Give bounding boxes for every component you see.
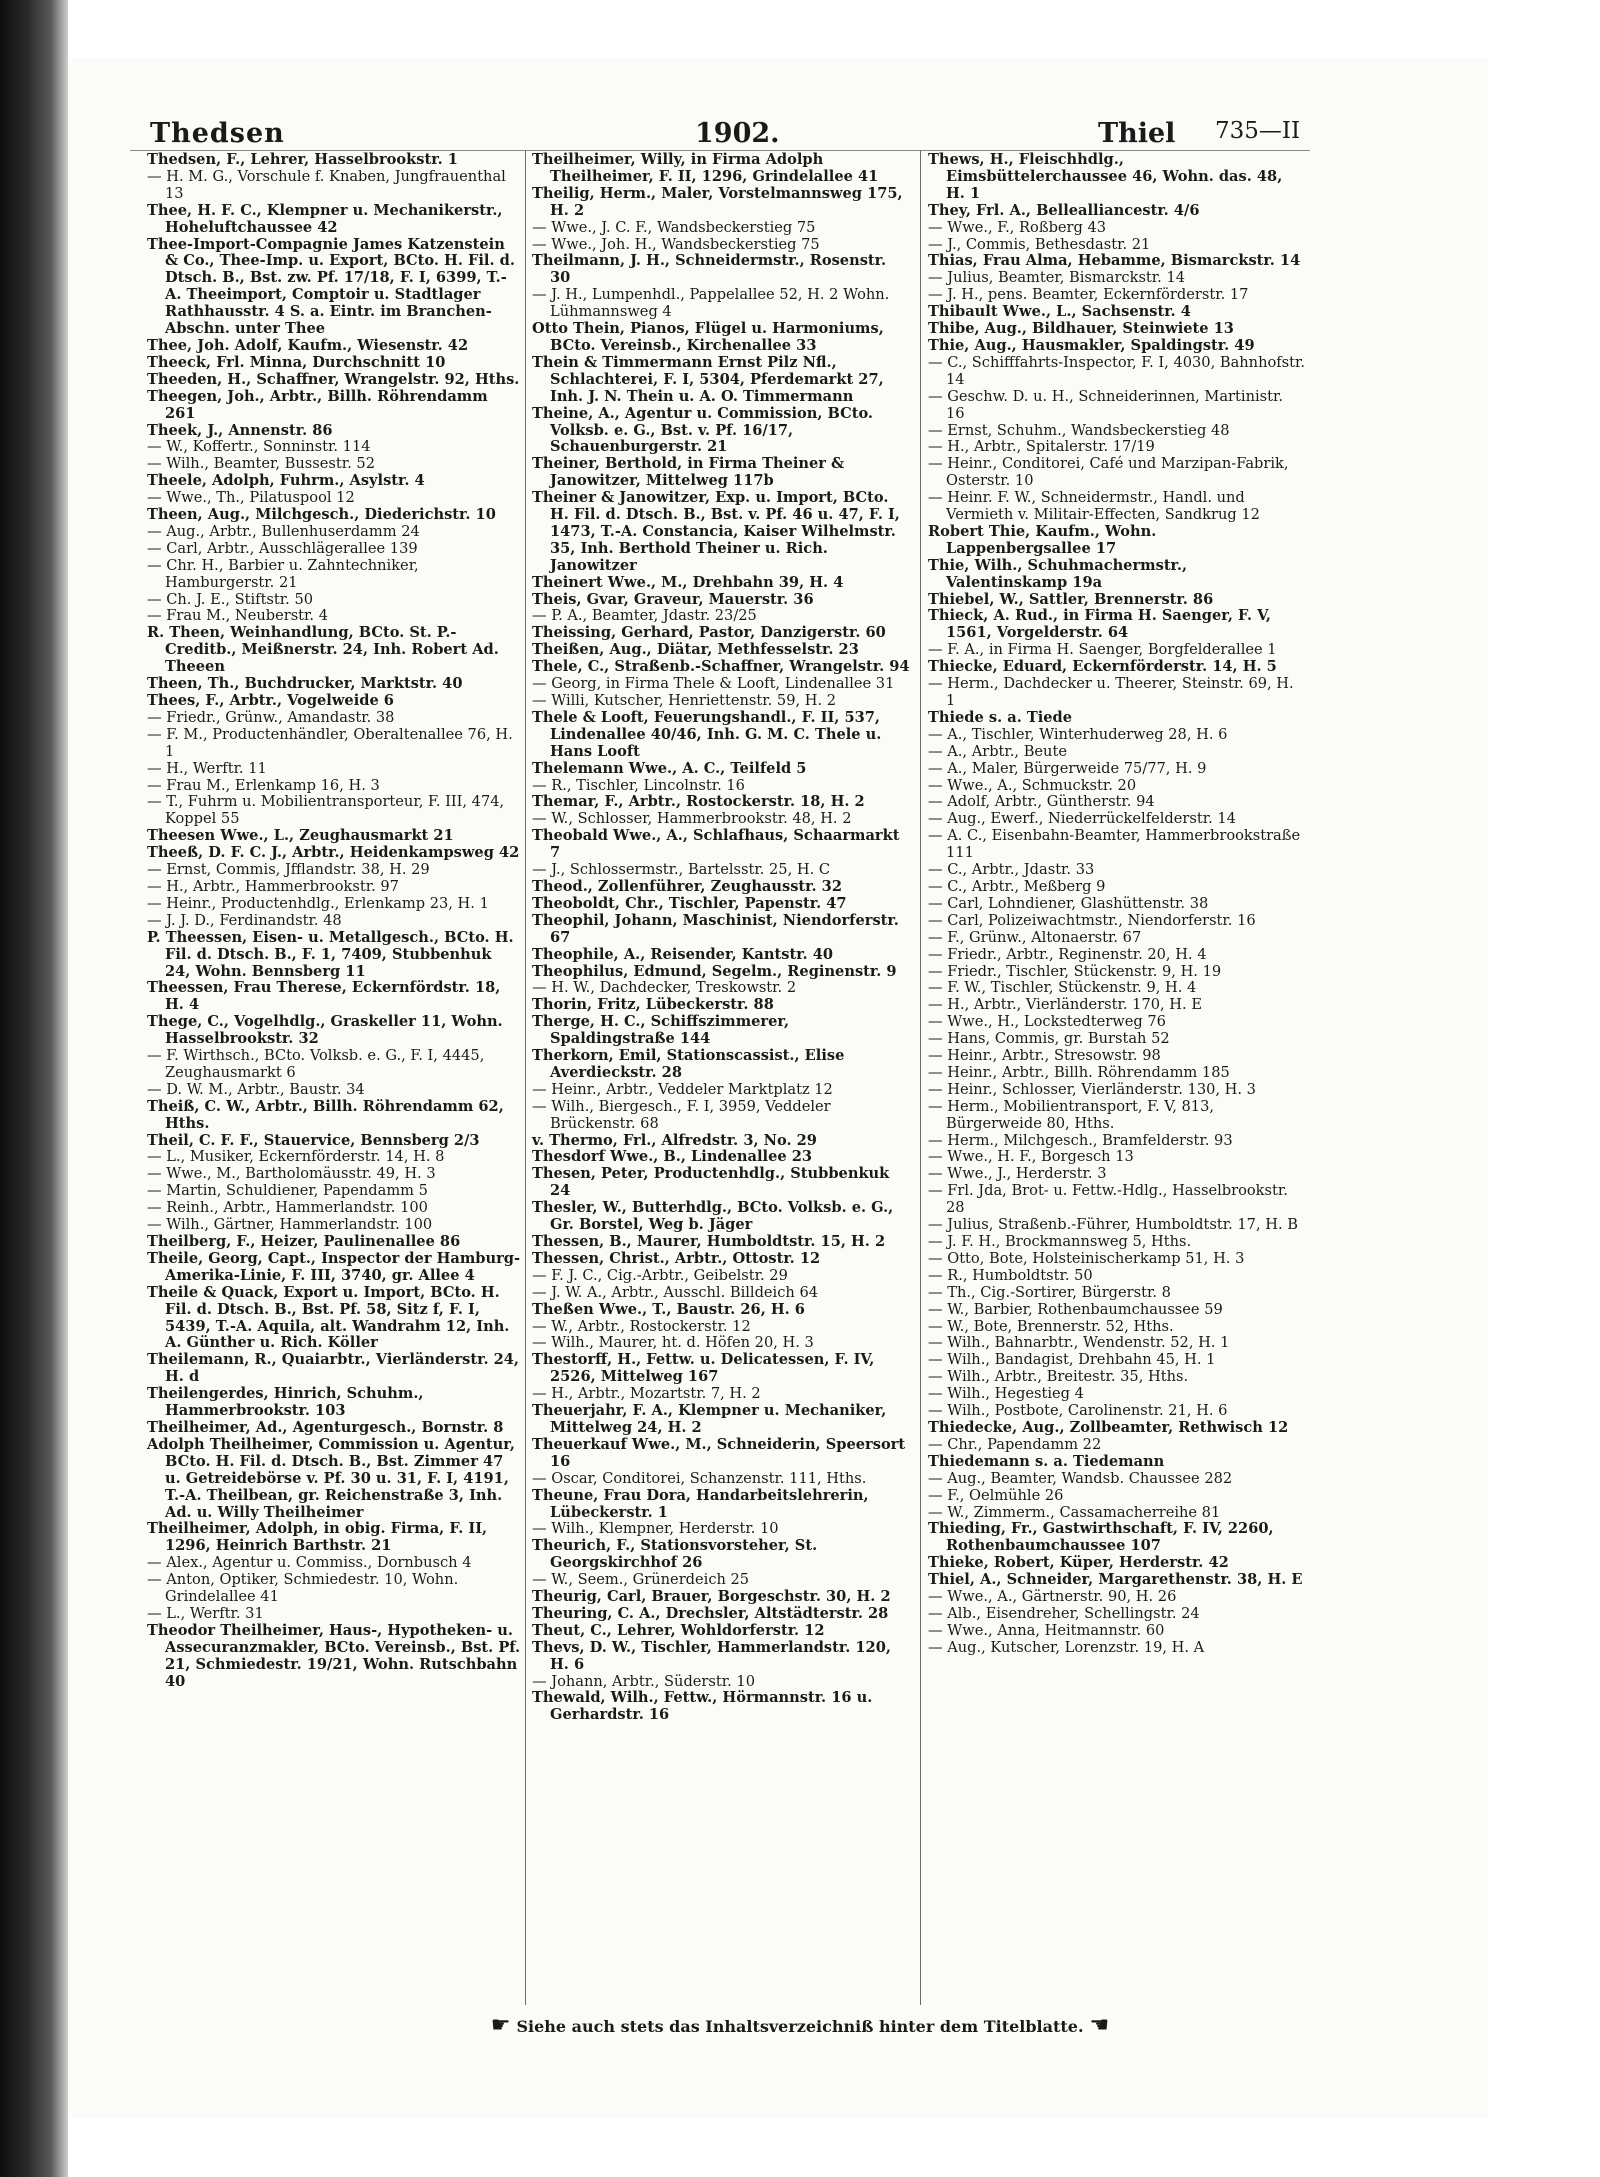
directory-entry: — W., Barbier, Rothenbaumchaussee 59 bbox=[928, 1300, 1223, 1318]
directory-entry: — Herm., Dachdecker u. Theerer, Steinstr. 69, H. 1 bbox=[928, 675, 1294, 709]
header-right-keyword: Thiel bbox=[1098, 118, 1176, 149]
directory-entry: Thee-Import-Compagnie James Katzenstein & Co., Thee-Imp. u. Export, BCto. H. Fil. d. Dtsch. B., Bst. zw. Pf. 17/18, F. I, 6399, T.-A. Theeimport, Comptoir u. Stadtlager Rathhausstr. 4 S. a. Eintr. im Branchen-Abschn. unter Thee bbox=[147, 235, 515, 338]
directory-entry: Theis, Gvar, Graveur, Mauerstr. 36 bbox=[532, 590, 814, 608]
directory-entry: — Wwe., H. F., Borgesch 13 bbox=[928, 1148, 1134, 1166]
directory-entry: Theod., Zollenführer, Zeughausstr. 32 bbox=[532, 877, 842, 895]
directory-entry: Thieding, Fr., Gastwirthschaft, F. IV, 2260, Rothenbaumchaussee 107 bbox=[928, 1520, 1274, 1555]
directory-entry: Thevs, D. W., Tischler, Hammerlandstr. 120, H. 6 bbox=[532, 1638, 891, 1673]
directory-entry: — Otto, Bote, Holsteinischerkamp 51, H. 3 bbox=[928, 1249, 1245, 1267]
directory-entry: Thestorff, H., Fettw. u. Delicatessen, F. IV, 2526, Mittelweg 167 bbox=[532, 1351, 875, 1386]
directory-entry: — Heinr., Schlosser, Vierländerstr. 130, H. 3 bbox=[928, 1080, 1256, 1098]
directory-entry: Thieke, Robert, Küper, Herderstr. 42 bbox=[928, 1554, 1229, 1572]
directory-entry: — W., Schlosser, Hammerbrookstr. 48, H. 2 bbox=[532, 810, 852, 828]
directory-entry: — C., Schifffahrts-Inspector, F. I, 4030, Bahnhofstr. 14 bbox=[928, 353, 1306, 388]
directory-entry: Theurich, F., Stationsvorsteher, St. Georgskirchhof 26 bbox=[532, 1537, 818, 1572]
directory-entry: — J. J. D., Ferdinandstr. 48 bbox=[147, 911, 342, 929]
directory-entry: — Wwe., J., Herderstr. 3 bbox=[928, 1165, 1107, 1183]
directory-entry: — Chr., Papendamm 22 bbox=[928, 1435, 1102, 1453]
directory-entry: — Th., Cig.-Sortirer, Bürgerstr. 8 bbox=[928, 1283, 1171, 1301]
directory-entry: Theil, C. F. F., Stauervice, Bennsberg 2/3 bbox=[147, 1131, 480, 1149]
directory-entry: — Wilh., Hegestieg 4 bbox=[928, 1385, 1084, 1403]
directory-entry: Theile, Georg, Capt., Inspector der Hamburg-Amerika-Linie, F. III, 3740, gr. Allee 4 bbox=[147, 1249, 521, 1284]
directory-entry: Theilheimer, Adolph, in obig. Firma, F. II, 1296, Heinrich Barthstr. 21 bbox=[147, 1520, 488, 1555]
directory-entry: — P. A., Beamter, Jdastr. 23/25 bbox=[532, 607, 757, 625]
directory-entry: Thiel, A., Schneider, Margarethenstr. 38, H. E bbox=[928, 1571, 1303, 1589]
directory-entry: — Ernst, Schuhm., Wandsbeckerstieg 48 bbox=[928, 421, 1230, 439]
directory-entry: Otto Thein, Pianos, Flügel u. Harmoniums, BCto. Vereinsb., Kirchenallee 33 bbox=[532, 320, 884, 354]
directory-entry: Therge, H. C., Schiffszimmerer, Spaldingstraße 144 bbox=[532, 1013, 790, 1048]
page-footer bbox=[400, 2013, 1200, 2038]
directory-entry: Theophile, A., Reisender, Kantstr. 40 bbox=[532, 945, 834, 963]
directory-entry: — F. M., Productenhändler, Oberaltenallee 76, H. 1 bbox=[147, 725, 513, 760]
directory-entry: Theek, J., Annenstr. 86 bbox=[147, 421, 333, 439]
directory-entry: Thews, H., Fleischhdlg., Eimsbüttelerchaussee 46, Wohn. das. 48, H. 1 bbox=[928, 151, 1283, 202]
pointing-hand-left-icon: ☚ bbox=[1089, 2013, 1110, 2038]
directory-entry: They, Frl. A., Bellealliancestr. 4/6 bbox=[928, 201, 1200, 219]
directory-entry: — A., Maler, Bürgerweide 75/77, H. 9 bbox=[928, 759, 1207, 777]
directory-entry: — Alb., Eisendreher, Schellingstr. 24 bbox=[928, 1604, 1200, 1622]
directory-entry: — R., Tischler, Lincolnstr. 16 bbox=[532, 776, 745, 794]
directory-entry: Thelemann Wwe., A. C., Teilfeld 5 bbox=[532, 759, 807, 777]
directory-entry: — Wilh., Bahnarbtr., Wendenstr. 52, H. 1 bbox=[928, 1334, 1230, 1352]
directory-entry: — L., Musiker, Eckernförderstr. 14, H. 8 bbox=[147, 1148, 445, 1166]
directory-entry: — Aug., Ewerf., Niederrückelfelderstr. 14 bbox=[928, 810, 1236, 828]
directory-entry: Thiedemann s. a. Tiedemann bbox=[928, 1452, 1165, 1470]
directory-entry: Thiebel, W., Sattler, Brennerstr. 86 bbox=[928, 590, 1214, 608]
directory-entry: — Carl, Arbtr., Ausschlägerallee 139 bbox=[147, 539, 418, 557]
directory-entry: Themar, F., Arbtr., Rostockerstr. 18, H. 2 bbox=[532, 793, 865, 811]
directory-entry: — Friedr., Grünw., Amandastr. 38 bbox=[147, 708, 395, 726]
directory-entry: Thees, F., Arbtr., Vogelweide 6 bbox=[147, 692, 394, 709]
directory-entry: Theiß, C. W., Arbtr., Billh. Röhrendamm 62, Hths. bbox=[147, 1097, 504, 1132]
directory-entry: Robert Thie, Kaufm., Wohn. Lappenbergsallee 17 bbox=[928, 522, 1157, 557]
directory-entry: Thessen, B., Maurer, Humboldtstr. 15, H. 2 bbox=[532, 1233, 886, 1250]
directory-entry: Theuerjahr, F. A., Klempner u. Mechaniker, Mittelweg 24, H. 2 bbox=[532, 1402, 887, 1436]
directory-entry: — Frau M., Neuberstr. 4 bbox=[147, 607, 328, 625]
directory-entry: — A., Arbtr., Beute bbox=[928, 742, 1067, 760]
header-left-keyword: Thedsen bbox=[150, 118, 285, 149]
directory-entry: — Wwe., F., Roßberg 43 bbox=[928, 218, 1107, 236]
directory-entry: — Anton, Optiker, Schmiedestr. 10, Wohn. Grindelallee 41 bbox=[147, 1571, 459, 1606]
directory-entry: — Wilh., Biergesch., F. I, 3959, Veddeler Brückenstr. 68 bbox=[532, 1097, 831, 1132]
directory-entry: — Wwe., A., Schmuckstr. 20 bbox=[928, 776, 1137, 794]
directory-entry: — Herm., Milchgesch., Bramfelderstr. 93 bbox=[928, 1131, 1233, 1149]
directory-entry: — F., Grünw., Altonaerstr. 67 bbox=[928, 928, 1142, 946]
directory-entry: — Frl. Jda, Brot- u. Fettw.-Hdlg., Hasselbrookstr. 28 bbox=[928, 1182, 1288, 1217]
directory-entry: Thiede s. a. Tiede bbox=[928, 708, 1073, 726]
pointing-hand-right-icon: ☛ bbox=[490, 2013, 511, 2038]
directory-entry: Theissing, Gerhard, Pastor, Danzigerstr. 60 bbox=[532, 624, 886, 642]
directory-entry: Theuring, C. A., Drechsler, Altstädterstr. 28 bbox=[532, 1604, 889, 1622]
footer-note: Siehe auch stets das Inhaltsverzeichniß hinter dem Titelblatte. bbox=[516, 2017, 1084, 2036]
directory-entry: Theeß, D. F. C. J., Arbtr., Heidenkampsweg 42 bbox=[147, 844, 520, 862]
directory-entry: Theuerkauf Wwe., M., Schneiderin, Speersort 16 bbox=[532, 1435, 906, 1470]
directory-entry: v. Thermo, Frl., Alfredstr. 3, No. 29 bbox=[532, 1131, 817, 1149]
directory-entry: — C., Arbtr., Jdastr. 33 bbox=[928, 861, 1095, 879]
directory-entry: Theilemann, R., Quaiarbtr., Vierländerstr. 24, H. d bbox=[147, 1351, 520, 1386]
directory-entry: — Aug., Kutscher, Lorenzstr. 19, H. A bbox=[928, 1638, 1205, 1656]
directory-entry: — W., Koffertr., Sonninstr. 114 bbox=[147, 438, 371, 456]
directory-entry: — Chr. H., Barbier u. Zahntechniker, Hamburgerstr. 21 bbox=[147, 556, 419, 591]
directory-entry: Thesdorf Wwe., B., Lindenallee 23 bbox=[532, 1148, 813, 1166]
directory-entry: Thiecke, Eduard, Eckernförderstr. 14, H. 5 bbox=[928, 658, 1277, 676]
directory-entry: — Heinr., Arbtr., Billh. Röhrendamm 185 bbox=[928, 1063, 1230, 1081]
directory-entry: Theilberg, F., Heizer, Paulinenallee 86 bbox=[147, 1233, 461, 1250]
directory-entry: — Johann, Arbtr., Süderstr. 10 bbox=[532, 1672, 755, 1690]
directory-entry: — H., Arbtr., Mozartstr. 7, H. 2 bbox=[532, 1385, 761, 1403]
directory-entry: Thee, H. F. C., Klempner u. Mechanikerstr., Hoheluftchaussee 42 bbox=[147, 201, 503, 236]
directory-entry: — Martin, Schuldiener, Papendamm 5 bbox=[147, 1182, 428, 1200]
directory-entry: — Wilh., Arbtr., Breitestr. 35, Hths. bbox=[928, 1368, 1189, 1386]
directory-entry: Theilig, Herm., Maler, Vorstelmannsweg 175, H. 2 bbox=[532, 184, 903, 219]
directory-entry: — Wwe., H., Lockstedterweg 76 bbox=[928, 1013, 1166, 1031]
directory-entry: Thibe, Aug., Bildhauer, Steinwiete 13 bbox=[928, 320, 1234, 338]
directory-entry: Theilengerdes, Hinrich, Schuhm., Hammerbrookstr. 103 bbox=[147, 1385, 424, 1420]
directory-entry: Theilheimer, Ad., Agenturgesch., Bornstr. 8 bbox=[147, 1418, 504, 1436]
directory-entry: — Willi, Kutscher, Henriettenstr. 59, H. 2 bbox=[532, 692, 837, 709]
directory-entry: — Heinr., Productenhdlg., Erlenkamp 23, H. 1 bbox=[147, 894, 489, 912]
directory-entry: — Aug., Arbtr., Bullenhuserdamm 24 bbox=[147, 522, 420, 540]
directory-entry: Theiner, Berthold, in Firma Theiner & Janowitzer, Mittelweg 117b bbox=[532, 455, 845, 490]
directory-entry: — Wwe., M., Bartholomäusstr. 49, H. 3 bbox=[147, 1165, 436, 1183]
directory-entry: Theißen, Aug., Diätar, Methfesselstr. 23 bbox=[532, 641, 859, 659]
directory-entry: Theeck, Frl. Minna, Durchschnitt 10 bbox=[147, 353, 446, 371]
directory-entry: Adolph Theilheimer, Commission u. Agentur, BCto. H. Fil. d. Dtsch. B., Bst. Zimmer 47 u. Getreidebörse v. Pf. 30 u. 31, F. I, 4191, T.-A. Theilbean, gr. Reichenstraße 3, Inh. Ad. u. Willy Theilheimer bbox=[147, 1435, 515, 1521]
directory-entry: — J. F. H., Brockmannsweg 5, Hths. bbox=[928, 1233, 1192, 1250]
directory-entry: Theessen, Frau Therese, Eckernfördstr. 18, H. 4 bbox=[147, 979, 501, 1014]
directory-entry: — H. M. G., Vorschule f. Knaben, Jungfrauenthal 13 bbox=[147, 167, 506, 202]
directory-entry: Theeden, H., Schaffner, Wrangelstr. 92, Hths. bbox=[147, 370, 520, 388]
directory-entry: — J. H., Lumpenhdl., Pappelallee 52, H. 2 Wohn. Lühmannsweg 4 bbox=[532, 286, 890, 321]
directory-entry: Theinert Wwe., M., Drehbahn 39, H. 4 bbox=[532, 573, 844, 591]
directory-entry: — Adolf, Arbtr., Güntherstr. 94 bbox=[928, 793, 1155, 811]
directory-entry: — Oscar, Conditorei, Schanzenstr. 111, Hths. bbox=[532, 1469, 867, 1487]
directory-entry: Theen, Th., Buchdrucker, Marktstr. 40 bbox=[147, 675, 463, 693]
directory-entry: P. Theessen, Eisen- u. Metallgesch., BCto. H. Fil. d. Dtsch. B., F. 1, 7409, Stubbenhuk 24, Wohn. Bennsberg 11 bbox=[147, 928, 514, 980]
directory-entry: Thein & Timmermann Ernst Pilz Nfl., Schlachterei, F. I, 5304, Pferdemarkt 27, Inh. J. N. Thein u. A. O. Timmermann bbox=[532, 353, 884, 405]
directory-entry: Thewald, Wilh., Fettw., Hörmannstr. 16 u. Gerhardstr. 16 bbox=[532, 1689, 873, 1724]
directory-entry: Thele & Looft, Feuerungshandl., F. II, 537, Lindenallee 40/46, Inh. G. M. C. Thele u. Hans Looft bbox=[532, 708, 882, 760]
directory-entry: — Wilh., Maurer, ht. d. Höfen 20, H. 3 bbox=[532, 1334, 814, 1352]
directory-entry: — H., Werftr. 11 bbox=[147, 759, 267, 777]
directory-entry: Theen, Aug., Milchgesch., Diederichstr. 10 bbox=[147, 506, 496, 524]
directory-entry: — Ch. J. E., Stiftstr. 50 bbox=[147, 590, 314, 608]
directory-entry: — C., Arbtr., Meßberg 9 bbox=[928, 877, 1106, 895]
header-year: 1902. bbox=[695, 118, 780, 149]
directory-entry: Theophilus, Edmund, Segelm., Reginenstr. 9 bbox=[532, 962, 897, 980]
directory-entry: Thedsen, F., Lehrer, Hasselbrookstr. 1 bbox=[147, 151, 458, 168]
directory-column-3 bbox=[928, 152, 1306, 1657]
directory-entry: — J. H., pens. Beamter, Eckernförderstr. 17 bbox=[928, 286, 1249, 304]
directory-entry: Thibault Wwe., L., Sachsenstr. 4 bbox=[928, 303, 1191, 321]
directory-entry: — Heinr., Conditorei, Café und Marzipan-Fabrik, Osterstr. 10 bbox=[928, 455, 1289, 490]
directory-entry: — Wilh., Bandagist, Drehbahn 45, H. 1 bbox=[928, 1351, 1216, 1369]
directory-entry: — F. A., in Firma H. Saenger, Borgfelderallee 1 bbox=[928, 641, 1277, 659]
directory-entry: Theophil, Johann, Maschinist, Niendorferstr. 67 bbox=[532, 911, 899, 946]
column-divider bbox=[920, 150, 921, 2005]
directory-entry: — Ernst, Commis, Jfflandstr. 38, H. 29 bbox=[147, 861, 430, 879]
directory-entry: — Herm., Mobilientransport, F. V, 813, Bürgerweide 80, Hths. bbox=[928, 1097, 1215, 1132]
page-number: 735—II bbox=[1215, 118, 1301, 144]
directory-entry: — Wwe., J. C. F., Wandsbeckerstieg 75 bbox=[532, 218, 816, 236]
directory-entry: — H., Arbtr., Hammerbrookstr. 97 bbox=[147, 877, 399, 895]
directory-entry: Theile & Quack, Export u. Import, BCto. H. Fil. d. Dtsch. B., Bst. Pf. 58, Sitz f, F. I, 5439, T.-A. Aquila, alt. Wandrahm 12, Inh. A. Günther u. Rich. Köller bbox=[147, 1283, 510, 1352]
directory-entry: — Reinh., Arbtr., Hammerlandstr. 100 bbox=[147, 1199, 428, 1217]
directory-entry: Theegen, Joh., Arbtr., Billh. Röhrendamm 261 bbox=[147, 387, 488, 422]
directory-entry: — Julius, Beamter, Bismarckstr. 14 bbox=[928, 269, 1186, 287]
directory-entry: — Geschw. D. u. H., Schneiderinnen, Martinistr. 16 bbox=[928, 387, 1283, 422]
directory-entry: Theune, Frau Dora, Handarbeitslehrerin, Lübeckerstr. 1 bbox=[532, 1486, 869, 1521]
directory-entry: — Hans, Commis, gr. Burstah 52 bbox=[928, 1030, 1170, 1048]
directory-entry: Theut, C., Lehrer, Wohldorferstr. 12 bbox=[532, 1621, 825, 1639]
directory-entry: Theilmann, J. H., Schneidermstr., Rosenstr. 30 bbox=[532, 252, 887, 287]
directory-entry: — H., Arbtr., Spitalerstr. 17/19 bbox=[928, 438, 1155, 456]
directory-entry: — W., Seem., Grünerdeich 25 bbox=[532, 1571, 750, 1589]
directory-entry: — Wwe., Th., Pilatuspool 12 bbox=[147, 489, 355, 507]
directory-entry: — Heinr., Arbtr., Veddeler Marktplatz 12 bbox=[532, 1080, 833, 1098]
directory-entry: — Julius, Straßenb.-Führer, Humboldtstr. 17, H. B bbox=[928, 1216, 1298, 1234]
directory-entry: Thieck, A. Rud., in Firma H. Saenger, F. V, 1561, Vorgelderstr. 64 bbox=[928, 607, 1271, 642]
directory-entry: R. Theen, Weinhandlung, BCto. St. P.-Creditb., Meißnerstr. 24, Inh. Robert Ad. Theeen bbox=[147, 624, 499, 676]
directory-entry: Thorin, Fritz, Lübeckerstr. 88 bbox=[532, 996, 774, 1014]
directory-entry: — Wwe., Joh. H., Wandsbeckerstieg 75 bbox=[532, 235, 820, 253]
directory-entry: — Heinr. F. W., Schneidermstr., Handl. und Vermieth v. Militair-Effecten, Sandkrug 12 bbox=[928, 489, 1260, 524]
directory-entry: Theobald Wwe., A., Schlafhaus, Schaarmarkt 7 bbox=[532, 827, 900, 862]
directory-entry: Theodor Theilheimer, Haus-, Hypotheken- u. Assecuranzmakler, BCto. Vereinsb., Bst. Pf. 21, Schmiedestr. 19/21, Wohn. Rutschbahn 40 bbox=[147, 1621, 521, 1690]
directory-entry: — Alex., Agentur u. Commiss., Dornbusch 4 bbox=[147, 1554, 472, 1572]
directory-entry: Thie, Aug., Hausmakler, Spaldingstr. 49 bbox=[928, 336, 1255, 354]
directory-entry: — L., Werftr. 31 bbox=[147, 1604, 264, 1622]
directory-entry: — D. W. M., Arbtr., Baustr. 34 bbox=[147, 1080, 365, 1098]
directory-entry: — Carl, Lohndiener, Glashüttenstr. 38 bbox=[928, 894, 1209, 912]
directory-entry: Therkorn, Emil, Stationscassist., Elise Averdieckstr. 28 bbox=[532, 1047, 845, 1081]
directory-entry: — Frau M., Erlenkamp 16, H. 3 bbox=[147, 776, 380, 794]
directory-entry: Theilheimer, Willy, in Firma Adolph Theilheimer, F. II, 1296, Grindelallee 41 bbox=[532, 151, 879, 185]
directory-entry: — H. W., Dachdecker, Treskowstr. 2 bbox=[532, 979, 797, 997]
directory-entry: — J. W. A., Arbtr., Ausschl. Billdeich 64 bbox=[532, 1283, 819, 1301]
directory-entry: Theesen Wwe., L., Zeughausmarkt 21 bbox=[147, 827, 454, 845]
directory-entry: — Wilh., Klempner, Herderstr. 10 bbox=[532, 1520, 779, 1538]
directory-column-1 bbox=[147, 152, 521, 1690]
directory-entry: — R., Humboldtstr. 50 bbox=[928, 1266, 1093, 1284]
directory-entry: — A. C., Eisenbahn-Beamter, Hammerbrookstraße 111 bbox=[928, 827, 1301, 862]
directory-entry: — F. Wirthsch., BCto. Volksb. e. G., F. I, 4445, Zeughausmarkt 6 bbox=[147, 1047, 485, 1081]
directory-entry: — Wilh., Beamter, Bussestr. 52 bbox=[147, 455, 375, 473]
directory-entry: Theßen Wwe., T., Baustr. 26, H. 6 bbox=[532, 1300, 805, 1318]
directory-entry: — H., Arbtr., Vierländerstr. 170, H. E bbox=[928, 996, 1202, 1014]
directory-entry: — F. J. C., Cig.-Arbtr., Geibelstr. 29 bbox=[532, 1266, 788, 1284]
directory-entry: — Friedr., Tischler, Stückenstr. 9, H. 19 bbox=[928, 962, 1222, 980]
directory-entry: — A., Tischler, Winterhuderweg 28, H. 6 bbox=[928, 725, 1228, 743]
directory-entry: Theine, A., Agentur u. Commission, BCto. Volksb. e. G., Bst. v. Pf. 16/17, Schauenburgerstr. 21 bbox=[532, 404, 874, 456]
directory-entry: Thesen, Peter, Productenhdlg., Stubbenkuk 24 bbox=[532, 1165, 890, 1200]
directory-entry: — J., Commis, Bethesdastr. 21 bbox=[928, 235, 1151, 253]
directory-entry: — Carl, Polizeiwachtmstr., Niendorferstr. 16 bbox=[928, 911, 1256, 929]
directory-entry: Theurig, Carl, Brauer, Borgeschstr. 30, H. 2 bbox=[532, 1588, 891, 1606]
directory-entry: — F., Oelmühle 26 bbox=[928, 1486, 1064, 1504]
directory-entry: — W., Bote, Brennerstr. 52, Hths. bbox=[928, 1317, 1174, 1335]
column-divider bbox=[525, 150, 526, 2005]
directory-entry: — J., Schlossermstr., Bartelsstr. 25, H. C bbox=[532, 861, 831, 879]
directory-entry: — Heinr., Arbtr., Stresowstr. 98 bbox=[928, 1047, 1161, 1065]
directory-entry: Thiedecke, Aug., Zollbeamter, Rethwisch 12 bbox=[928, 1418, 1289, 1436]
directory-entry: Thege, C., Vogelhdlg., Graskeller 11, Wohn. Hasselbrookstr. 32 bbox=[147, 1013, 503, 1048]
directory-entry: Thias, Frau Alma, Hebamme, Bismarckstr. 14 bbox=[928, 252, 1301, 270]
directory-entry: — W., Zimmerm., Cassamacherreihe 81 bbox=[928, 1503, 1221, 1521]
directory-entry: — T., Fuhrm u. Mobilientransporteur, F. III, 474, Koppel 55 bbox=[147, 793, 505, 828]
directory-entry: — Aug., Beamter, Wandsb. Chaussee 282 bbox=[928, 1469, 1233, 1487]
directory-entry: — W., Arbtr., Rostockerstr. 12 bbox=[532, 1317, 751, 1335]
book-binding-edge bbox=[0, 0, 68, 2177]
directory-entry: — Wilh., Postbote, Carolinenstr. 21, H. 6 bbox=[928, 1402, 1228, 1420]
directory-entry: Thessen, Christ., Arbtr., Ottostr. 12 bbox=[532, 1249, 821, 1267]
directory-entry: Theoboldt, Chr., Tischler, Papenstr. 47 bbox=[532, 894, 847, 912]
directory-entry: — F. W., Tischler, Stückenstr. 9, H. 4 bbox=[928, 979, 1197, 997]
directory-entry: — Wwe., A., Gärtnerstr. 90, H. 26 bbox=[928, 1588, 1177, 1606]
directory-entry: — Wwe., Anna, Heitmannstr. 60 bbox=[928, 1621, 1165, 1639]
directory-entry: — Georg, in Firma Thele & Looft, Lindenallee 31 bbox=[532, 675, 895, 693]
directory-entry: — Friedr., Arbtr., Reginenstr. 20, H. 4 bbox=[928, 945, 1207, 963]
directory-entry: Thesler, W., Butterhdlg., BCto. Volksb. e. G., Gr. Borstel, Weg b. Jäger bbox=[532, 1199, 894, 1234]
directory-entry: Thee, Joh. Adolf, Kaufm., Wiesenstr. 42 bbox=[147, 336, 469, 354]
directory-entry: Theiner & Janowitzer, Exp. u. Import, BCto. H. Fil. d. Dtsch. B., Bst. v. Pf. 46 u. 47, F. I, 1473, T.-A. Constancia, Kaiser Wilhelmstr. 35, Inh. Berthold Theiner u. Rich. Janowitzer bbox=[532, 489, 900, 574]
directory-entry: Thie, Wilh., Schuhmachermstr., Valentinskamp 19a bbox=[928, 556, 1188, 591]
directory-column-2 bbox=[532, 152, 910, 1724]
directory-entry: Thele, C., Straßenb.-Schaffner, Wrangelstr. 94 bbox=[532, 658, 910, 676]
directory-entry: — Wilh., Gärtner, Hammerlandstr. 100 bbox=[147, 1216, 433, 1234]
directory-entry: Theele, Adolph, Fuhrm., Asylstr. 4 bbox=[147, 472, 425, 490]
